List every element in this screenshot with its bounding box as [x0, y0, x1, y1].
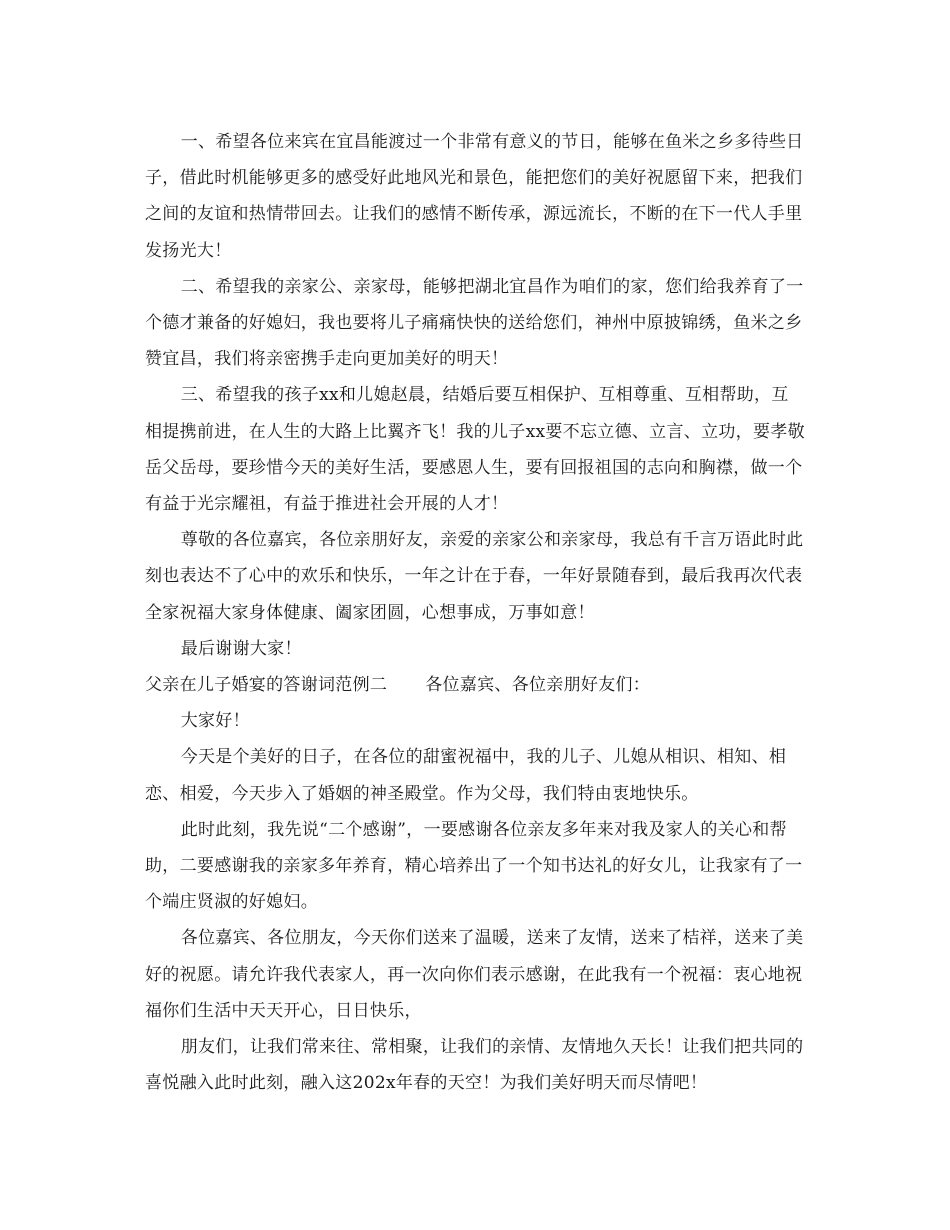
paragraph-two-thanks: 此时此刻，我先说“二个感谢”，一要感谢各位亲友多年来对我及家人的关心和帮助，二要感谢我的亲家多年养育，精心培养出了一个知书达礼的好女儿，让我家有了一个端庄贤淑的好媳妇。 [145, 819, 803, 913]
paragraph-guests: 各位嘉宾、各位朋友，今天你们送来了温暖，送来了友情，送来了桔祥，送来了美好的祝愿。请允许我代表家人，再一次向你们表示感谢，在此我有一个祝福：衷心地祝福你们生活中天天开心，日日快乐， [145, 928, 804, 1021]
paragraph-today: 今天是个美好的日子，在各位的甜蜜祝福中，我的儿子、儿媳从相识、相知、相恋、相爱，今天步入了婚姻的神圣殿堂。作为父母，我们特由衷地快乐。 [145, 747, 787, 804]
document-body [145, 124, 805, 1101]
paragraph-wish-1: 一、希望各位来宾在宜昌能渡过一个非常有意义的节日，能够在鱼米之乡多待些日子，借此时机能够更多的感受好此地风光和景色，能把您们的美好祝愿留下来，把我们之间的友谊和热情带回去。让我们的感情不断传承，源远流长，不断的在下一代人手里发扬光大！ [145, 132, 804, 261]
section-heading [145, 667, 805, 703]
paragraph-hello: 大家好！ [180, 711, 250, 732]
section-title: 父亲在儿子婚宴的答谢词范例二 [145, 675, 388, 696]
paragraph-wish-3: 三、希望我的孩子xx和儿媳赵晨，结婚后要互相保护、互相尊重、互相帮助，互相提携前进，在人生的大路上比翼齐飞！我的儿子xx要不忘立德、立言、立功，要孝敬岳父岳母，要珍惜今天的美好生活，要感恩人生，要有回报祖国的志向和胸襟，做一个有益于光宗耀祖，有益于推进社会开展的人才！ [145, 385, 805, 515]
paragraph-closing: 尊敬的各位嘉宾，各位亲朋好友，亲爱的亲家公和亲家母，我总有千言万语此时此刻也表达不了心中的欢乐和快乐，一年之计在于春，一年好景随春到，最后我再次代表全家祝福大家身体健康、阖家团圆，心想事成，万事如意！ [145, 530, 804, 623]
paragraph-thanks: 最后谢谢大家！ [180, 638, 302, 659]
paragraph-wish-2: 二、希望我的亲家公、亲家母，能够把湖北宜昌作为咱们的家，您们给我养育了一个德才兼备的好媳妇，我也要将儿子痛痛快快的送给您们，神州中原披锦绣，鱼米之乡赞宜昌，我们将亲密携手走向更加美好的明天！ [145, 276, 804, 370]
paragraph-friends: 朋友们，让我们常来往、常相聚，让我们的亲情、友情地久天长！让我们把共同的喜悦融入此时此刻，融入这202x年春的天空！为我们美好明天而尽情吧！ [145, 1037, 804, 1094]
section-greeting: 各位嘉宾、各位亲朋好友们： [425, 675, 651, 696]
